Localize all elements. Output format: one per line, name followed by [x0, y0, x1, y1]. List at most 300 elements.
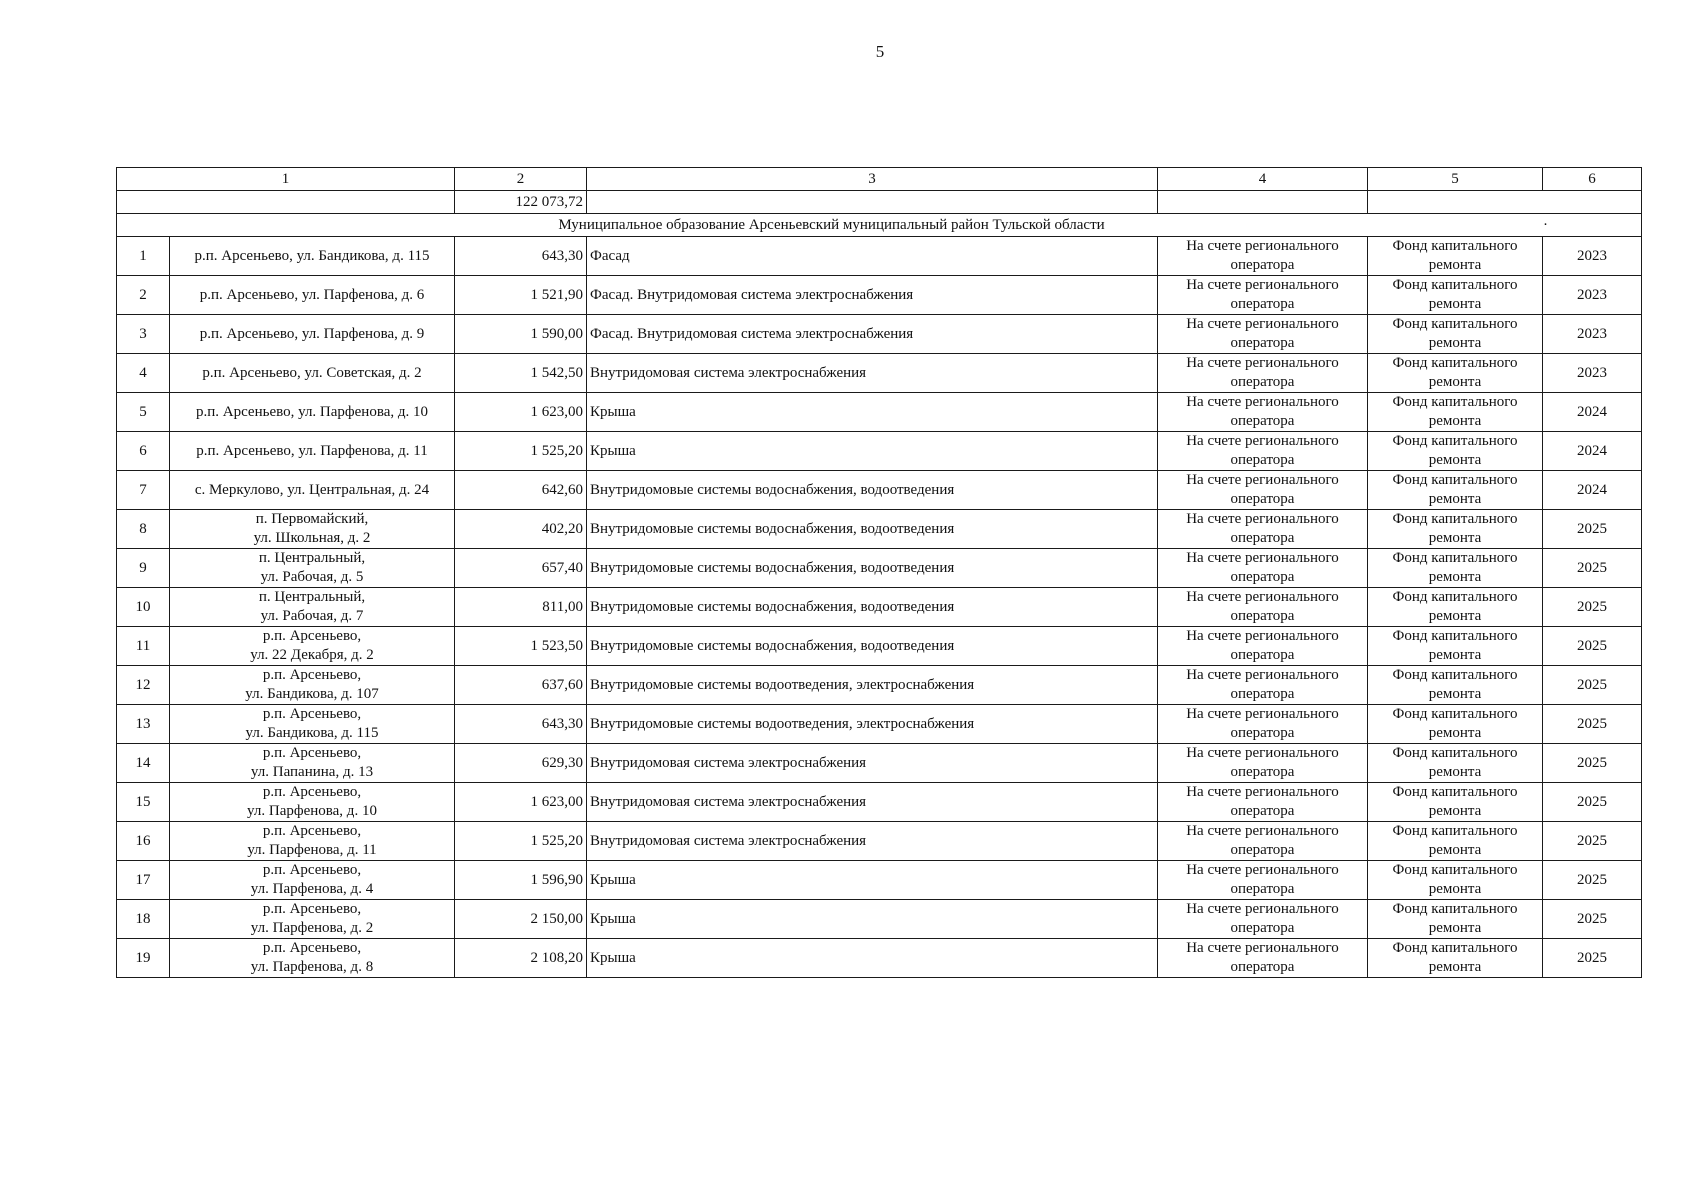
address-line-1: р.п. Арсеньево, ул. Советская, д. 2 [202, 364, 422, 381]
area-value: 2 150,00 [530, 910, 583, 927]
year-value: 2024 [1577, 481, 1607, 498]
address-cell [170, 471, 455, 510]
account-line-1: На счете регионального [1186, 862, 1339, 878]
year-cell [1543, 432, 1642, 471]
funding-source-cell [1368, 237, 1543, 276]
row-number-cell [117, 666, 170, 705]
address-cell [170, 432, 455, 471]
account-line-2: оператора [1230, 257, 1295, 273]
funding-source-cell [1368, 939, 1543, 978]
funding-line-2: ремонта [1428, 530, 1482, 546]
row-number: 9 [139, 559, 147, 576]
work-type: Внутридомовые системы водоснабжения, водоотведения [590, 481, 955, 498]
year-cell [1543, 276, 1642, 315]
row-number-cell [117, 315, 170, 354]
area-cell [455, 666, 587, 705]
address-cell [170, 666, 455, 705]
row-number: 18 [135, 910, 151, 927]
account-line-2: оператора [1230, 881, 1295, 897]
area-cell [455, 549, 587, 588]
row-number: 8 [139, 520, 147, 537]
funding-source-cell [1368, 861, 1543, 900]
funding-line-2: ремонта [1428, 725, 1482, 741]
row-number-cell [117, 510, 170, 549]
funding-line-1: Фонд капитального [1392, 277, 1518, 293]
address-cell [170, 510, 455, 549]
account-cell [1158, 939, 1368, 978]
row-number-cell [117, 900, 170, 939]
account-cell [1158, 744, 1368, 783]
funding-source-cell [1368, 432, 1543, 471]
table-row [117, 237, 1642, 276]
year-value: 2025 [1577, 793, 1607, 810]
area-value: 629,30 [541, 754, 583, 771]
year-cell [1543, 471, 1642, 510]
account-line-2: оператора [1230, 491, 1295, 507]
work-type-cell [587, 705, 1158, 744]
area-cell [455, 237, 587, 276]
work-type-cell [587, 783, 1158, 822]
work-type-cell [587, 900, 1158, 939]
address-line-1: р.п. Арсеньево, [262, 745, 362, 761]
address-cell [170, 900, 455, 939]
year-value: 2025 [1577, 949, 1607, 966]
year-value: 2024 [1577, 442, 1607, 459]
work-type: Крыша [590, 442, 636, 459]
row-number: 15 [135, 793, 151, 810]
funding-source-cell [1368, 783, 1543, 822]
year-cell [1543, 237, 1642, 276]
funding-source-cell [1368, 315, 1543, 354]
year-value: 2025 [1577, 754, 1607, 771]
address-cell [170, 549, 455, 588]
funding-line-2: ремонта [1428, 686, 1482, 702]
account-cell [1158, 510, 1368, 549]
area-value: 1 523,50 [530, 637, 583, 654]
work-type-cell [587, 354, 1158, 393]
row-number-cell [117, 744, 170, 783]
work-type: Крыша [590, 871, 636, 888]
row-number: 3 [139, 325, 147, 342]
funding-line-1: Фонд капитального [1392, 472, 1518, 488]
area-value: 2 108,20 [530, 949, 583, 966]
year-cell [1543, 900, 1642, 939]
funding-line-1: Фонд капитального [1392, 238, 1518, 254]
funding-line-2: ремонта [1428, 647, 1482, 663]
year-value: 2025 [1577, 559, 1607, 576]
address-cell [170, 822, 455, 861]
work-type: Фасад [590, 247, 630, 264]
account-line-2: оператора [1230, 530, 1295, 546]
work-type-cell [587, 627, 1158, 666]
account-cell [1158, 627, 1368, 666]
address-line-1: р.п. Арсеньево, [262, 706, 362, 722]
area-value: 402,20 [541, 520, 583, 537]
row-number-cell [117, 588, 170, 627]
account-cell [1158, 900, 1368, 939]
area-value: 1 596,90 [530, 871, 583, 888]
area-value: 642,60 [541, 481, 583, 498]
area-value: 811,00 [542, 598, 583, 615]
account-line-2: оператора [1230, 374, 1295, 390]
area-value: 643,30 [541, 247, 583, 264]
work-type-cell [587, 315, 1158, 354]
address-line-1: р.п. Арсеньево, [262, 784, 362, 800]
address-cell [170, 315, 455, 354]
funding-line-1: Фонд капитального [1392, 784, 1518, 800]
year-cell [1543, 510, 1642, 549]
row-number: 4 [139, 364, 147, 381]
funding-source-cell [1368, 510, 1543, 549]
funding-line-2: ремонта [1428, 803, 1482, 819]
year-cell [1543, 939, 1642, 978]
account-cell [1158, 861, 1368, 900]
funding-line-2: ремонта [1428, 296, 1482, 312]
address-line-1: с. Меркулово, ул. Центральная, д. 24 [194, 481, 430, 498]
funding-line-2: ремонта [1428, 413, 1482, 429]
funding-line-1: Фонд капитального [1392, 745, 1518, 761]
work-type: Фасад. Внутридомовая система электроснабжения [590, 286, 914, 303]
table-row [117, 510, 1642, 549]
account-cell [1158, 822, 1368, 861]
table-row [117, 471, 1642, 510]
work-type: Внутридомовые системы водоснабжения, водоотведения [590, 559, 955, 576]
funding-source-cell [1368, 900, 1543, 939]
work-type: Внутридомовые системы водоотведения, электроснабжения [590, 715, 975, 732]
year-value: 2023 [1577, 364, 1607, 381]
column-number-1: 1 [117, 168, 455, 191]
address-line-1: р.п. Арсеньево, [262, 667, 362, 683]
funding-line-2: ремонта [1428, 452, 1482, 468]
area-value: 1 521,90 [530, 286, 583, 303]
address-line-1: р.п. Арсеньево, ул. Парфенова, д. 6 [199, 286, 425, 303]
capital-repair-table [116, 167, 1642, 978]
area-value: 637,60 [541, 676, 583, 693]
address-cell [170, 276, 455, 315]
year-cell [1543, 705, 1642, 744]
address-line-2: ул. 22 Декабря, д. 2 [250, 647, 374, 663]
account-line-1: На счете регионального [1186, 706, 1339, 722]
account-cell [1158, 549, 1368, 588]
column-number-5: 5 [1368, 168, 1543, 191]
account-cell [1158, 705, 1368, 744]
work-type: Внутридомовая система электроснабжения [590, 832, 867, 849]
account-line-2: оператора [1230, 764, 1295, 780]
work-type-cell [587, 861, 1158, 900]
account-line-1: На счете регионального [1186, 589, 1339, 605]
account-line-2: оператора [1230, 296, 1295, 312]
address-line-2: ул. Папанина, д. 13 [250, 764, 374, 780]
area-cell [455, 861, 587, 900]
row-number-cell [117, 939, 170, 978]
year-cell [1543, 822, 1642, 861]
address-line-2: ул. Школьная, д. 2 [253, 530, 371, 546]
account-cell [1158, 588, 1368, 627]
year-cell [1543, 315, 1642, 354]
account-line-2: оператора [1230, 686, 1295, 702]
address-cell [170, 627, 455, 666]
account-cell [1158, 471, 1368, 510]
funding-line-2: ремонта [1428, 959, 1482, 975]
area-value: 1 623,00 [530, 793, 583, 810]
address-line-2: ул. Бандикова, д. 107 [245, 686, 379, 702]
column-number-row [117, 168, 1642, 191]
account-cell [1158, 276, 1368, 315]
table-row [117, 861, 1642, 900]
funding-line-1: Фонд капитального [1392, 901, 1518, 917]
row-number: 11 [135, 637, 151, 654]
address-cell [170, 705, 455, 744]
work-type-cell [587, 471, 1158, 510]
section-title: Муниципальное образование Арсеньевский муниципальный район Тульской области [558, 217, 1105, 233]
row-number-cell [117, 861, 170, 900]
area-cell [455, 822, 587, 861]
work-type: Крыша [590, 949, 636, 966]
row-number: 2 [139, 286, 147, 303]
funding-line-2: ремонта [1428, 335, 1482, 351]
table-row [117, 393, 1642, 432]
address-line-2: ул. Парфенова, д. 11 [247, 842, 377, 858]
account-cell [1158, 666, 1368, 705]
row-number-cell [117, 627, 170, 666]
page-number: 5 [875, 42, 885, 61]
area-value: 1 525,20 [530, 832, 583, 849]
table-row [117, 744, 1642, 783]
year-value: 2025 [1577, 910, 1607, 927]
total-area-cell: 122 073,72 [455, 191, 587, 214]
address-line-1: р.п. Арсеньево, ул. Бандикова, д. 115 [194, 247, 430, 264]
row-number-cell [117, 471, 170, 510]
work-type: Внутридомовые системы водоснабжения, водоотведения [590, 637, 955, 654]
row-number: 13 [135, 715, 151, 732]
area-cell [455, 432, 587, 471]
area-cell [455, 471, 587, 510]
area-cell [455, 393, 587, 432]
row-number-cell [117, 822, 170, 861]
table-body [117, 168, 1642, 978]
row-number-cell [117, 783, 170, 822]
table-row [117, 705, 1642, 744]
row-number: 10 [135, 598, 151, 615]
row-number: 19 [135, 949, 151, 966]
address-cell [170, 939, 455, 978]
account-line-1: На счете регионального [1186, 316, 1339, 332]
funding-source-cell [1368, 354, 1543, 393]
funding-line-1: Фонд капитального [1392, 628, 1518, 644]
account-line-2: оператора [1230, 803, 1295, 819]
row-number-cell [117, 354, 170, 393]
address-cell [170, 744, 455, 783]
table-row [117, 666, 1642, 705]
account-line-1: На счете регионального [1186, 355, 1339, 371]
area-value: 1 542,50 [530, 364, 583, 381]
total-empty-cell [1158, 191, 1368, 214]
account-line-2: оператора [1230, 452, 1295, 468]
work-type-cell [587, 393, 1158, 432]
area-cell [455, 276, 587, 315]
account-cell [1158, 432, 1368, 471]
address-line-2: ул. Бандикова, д. 115 [245, 725, 379, 741]
funding-line-2: ремонта [1428, 569, 1482, 585]
work-type-cell [587, 744, 1158, 783]
year-value: 2024 [1577, 403, 1607, 420]
section-row [117, 214, 1642, 237]
funding-line-1: Фонд капитального [1392, 355, 1518, 371]
year-cell [1543, 666, 1642, 705]
work-type-cell [587, 939, 1158, 978]
area-cell [455, 900, 587, 939]
year-cell [1543, 549, 1642, 588]
work-type-cell [587, 432, 1158, 471]
section-title-cell [117, 214, 1642, 237]
year-value: 2025 [1577, 520, 1607, 537]
year-value: 2023 [1577, 286, 1607, 303]
address-line-2: ул. Парфенова, д. 10 [247, 803, 377, 819]
address-cell [170, 354, 455, 393]
account-line-1: На счете регионального [1186, 745, 1339, 761]
row-number-cell [117, 393, 170, 432]
funding-line-1: Фонд капитального [1392, 316, 1518, 332]
year-value: 2025 [1577, 598, 1607, 615]
account-cell [1158, 237, 1368, 276]
row-number: 6 [139, 442, 147, 459]
row-number-cell [117, 549, 170, 588]
address-line-2: ул. Рабочая, д. 5 [260, 569, 364, 585]
area-cell [455, 705, 587, 744]
area-cell [455, 588, 587, 627]
account-line-1: На счете регионального [1186, 550, 1339, 566]
column-number-3: 3 [587, 168, 1158, 191]
work-type-cell [587, 237, 1158, 276]
account-line-1: На счете регионального [1186, 784, 1339, 800]
column-number-2: 2 [455, 168, 587, 191]
row-number-cell [117, 276, 170, 315]
year-cell [1543, 354, 1642, 393]
funding-line-1: Фонд капитального [1392, 589, 1518, 605]
funding-source-cell [1368, 744, 1543, 783]
year-value: 2025 [1577, 676, 1607, 693]
table-row [117, 549, 1642, 588]
year-value: 2025 [1577, 832, 1607, 849]
work-type: Внутридомовые системы водоотведения, электроснабжения [590, 676, 975, 693]
account-line-1: На счете регионального [1186, 277, 1339, 293]
funding-line-1: Фонд капитального [1392, 433, 1518, 449]
funding-line-1: Фонд капитального [1392, 940, 1518, 956]
table-row [117, 627, 1642, 666]
work-type: Крыша [590, 403, 636, 420]
funding-line-2: ремонта [1428, 374, 1482, 390]
work-type: Внутридомовая система электроснабжения [590, 754, 867, 771]
funding-line-2: ремонта [1428, 764, 1482, 780]
row-number: 17 [135, 871, 151, 888]
total-empty-cell [587, 191, 1158, 214]
area-value: 657,40 [541, 559, 583, 576]
row-number: 7 [139, 481, 147, 498]
address-line-1: р.п. Арсеньево, [262, 823, 362, 839]
table-row [117, 432, 1642, 471]
funding-source-cell [1368, 705, 1543, 744]
year-value: 2023 [1577, 325, 1607, 342]
account-line-2: оператора [1230, 959, 1295, 975]
year-value: 2025 [1577, 637, 1607, 654]
account-line-2: оператора [1230, 647, 1295, 663]
total-row [117, 191, 1642, 214]
total-label-cell [117, 191, 455, 214]
work-type: Крыша [590, 910, 636, 927]
account-line-2: оператора [1230, 335, 1295, 351]
area-cell [455, 315, 587, 354]
account-cell [1158, 393, 1368, 432]
account-line-2: оператора [1230, 413, 1295, 429]
year-cell [1543, 627, 1642, 666]
work-type: Внутридомовые системы водоснабжения, водоотведения [590, 598, 955, 615]
funding-source-cell [1368, 276, 1543, 315]
row-number: 14 [135, 754, 151, 771]
funding-line-2: ремонта [1428, 842, 1482, 858]
funding-source-cell [1368, 822, 1543, 861]
year-value: 2025 [1577, 871, 1607, 888]
table-row [117, 276, 1642, 315]
total-empty-cell [1368, 191, 1642, 214]
area-value: 1 590,00 [530, 325, 583, 342]
table-row [117, 822, 1642, 861]
address-line-1: р.п. Арсеньево, ул. Парфенова, д. 10 [195, 403, 428, 420]
funding-line-1: Фонд капитального [1392, 706, 1518, 722]
table-row [117, 939, 1642, 978]
funding-source-cell [1368, 549, 1543, 588]
funding-line-1: Фонд капитального [1392, 823, 1518, 839]
row-number-cell [117, 237, 170, 276]
address-line-2: ул. Рабочая, д. 7 [260, 608, 364, 624]
area-cell [455, 783, 587, 822]
column-number-4: 4 [1158, 168, 1368, 191]
funding-line-2: ремонта [1428, 257, 1482, 273]
account-line-1: На счете регионального [1186, 394, 1339, 410]
address-line-1: р.п. Арсеньево, ул. Парфенова, д. 11 [196, 442, 428, 459]
address-line-1: р.п. Арсеньево, ул. Парфенова, д. 9 [199, 325, 425, 342]
account-line-2: оператора [1230, 842, 1295, 858]
work-type: Внутридомовые системы водоснабжения, водоотведения [590, 520, 955, 537]
account-cell [1158, 354, 1368, 393]
address-line-1: п. Первомайский, [255, 511, 369, 527]
account-line-1: На счете регионального [1186, 901, 1339, 917]
funding-source-cell [1368, 627, 1543, 666]
address-line-1: п. Центральный, [258, 589, 366, 605]
funding-line-1: Фонд капитального [1392, 550, 1518, 566]
address-line-2: ул. Парфенова, д. 4 [250, 881, 374, 897]
area-value: 1 525,20 [530, 442, 583, 459]
address-cell [170, 393, 455, 432]
table-row [117, 900, 1642, 939]
funding-line-2: ремонта [1428, 491, 1482, 507]
row-number-cell [117, 432, 170, 471]
account-line-2: оператора [1230, 569, 1295, 585]
account-line-1: На счете регионального [1186, 511, 1339, 527]
address-line-1: р.п. Арсеньево, [262, 862, 362, 878]
address-cell [170, 783, 455, 822]
funding-source-cell [1368, 588, 1543, 627]
funding-line-2: ремонта [1428, 608, 1482, 624]
work-type: Внутридомовая система электроснабжения [590, 793, 867, 810]
area-cell [455, 354, 587, 393]
year-value: 2023 [1577, 247, 1607, 264]
account-line-1: На счете регионального [1186, 940, 1339, 956]
address-line-2: ул. Парфенова, д. 2 [250, 920, 374, 936]
work-type-cell [587, 276, 1158, 315]
funding-line-1: Фонд капитального [1392, 667, 1518, 683]
table-row [117, 315, 1642, 354]
funding-line-1: Фонд капитального [1392, 862, 1518, 878]
